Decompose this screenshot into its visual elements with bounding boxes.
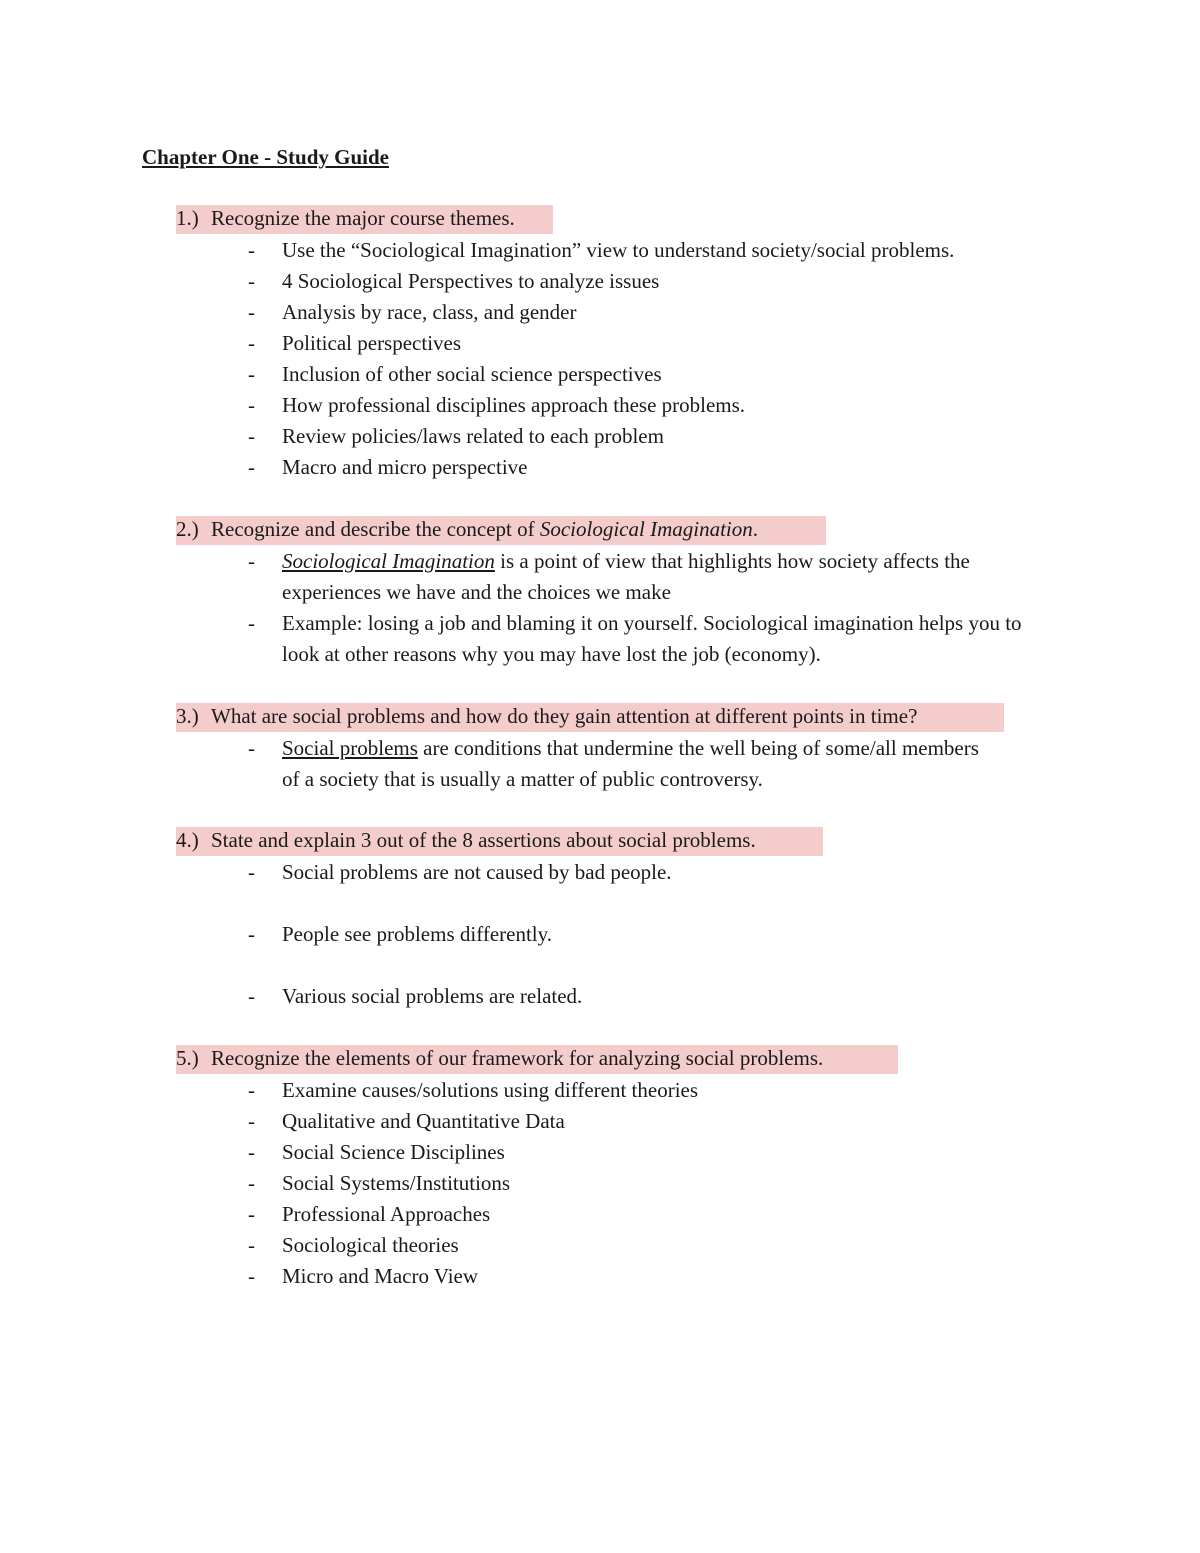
section-heading-text: State and explain 3 out of the 8 assertions about social problems. [211, 828, 756, 852]
definition-term: Social problems [282, 736, 418, 760]
section-number: 3.) [176, 704, 199, 728]
section-number: 5.) [176, 1046, 199, 1070]
section-number: 4.) [176, 828, 199, 852]
section-heading [176, 702, 921, 730]
section-heading [176, 204, 519, 232]
section-heading-text: Recognize and describe the concept of [211, 517, 540, 541]
section-heading [176, 515, 762, 543]
page-title: Chapter One - Study Guide [142, 145, 389, 169]
section-heading [176, 1044, 827, 1072]
section-heading-text: Recognize the major course themes. [211, 206, 515, 230]
definition-term: Sociological Imagination [282, 549, 495, 573]
section-heading-term: Sociological Imagination [539, 517, 753, 541]
document-page: Chapter One - Study Guide 1.) Recognize the major course themes. - Use the “Sociological Imagination” view to understand society/social problems. - 4 Sociological Perspectives to analyze issues - Analysis by race, class, and gender - Political perspectives - Inclusion of other social science perspectives - How professional disciplines approach these problems. - Review policies/laws related to each problem - Macro and micro perspective 2.) Recognize and describe the concept of Sociological Imagination. - Sociological Imagination is a point of view that highlights how society affects the experiences we have and the choices we make - Example: losing a job and blaming it on yourself. Sociological imagination helps you to look at other reasons why you may have lost the job (economy). 3.) What are social problems and how do they gain attention at different points in time? - Social problems are conditions that undermine the well being of some/all members of a society that is usually a matter of public controversy. 4.) State and explain 3 out of the 8 assertions about social problems. - Social problems are not caused by bad people. - People see problems differently. - Various social problems are related. 5.) Recognize the elements of our framework for analyzing social problems. - Examine causes/solutions using different theories - Qualitative and Quantitative Data - Social Science Disciplines - Social Systems/Institutions - Professional Approaches - Sociological theories - Micro and Macro View [0, 0, 1200, 1553]
section-number: 2.) [176, 517, 199, 541]
definition-text: are conditions that undermine the well being of some/all members of a society that is usually a matter of public controversy. [282, 736, 979, 791]
section-heading-suffix: . [752, 517, 759, 541]
definition-text: is a point of view that highlights how society affects the experiences we have and the choices we make [282, 549, 970, 604]
section-heading-text: Recognize the elements of our framework for analyzing social problems. [211, 1046, 824, 1070]
section-heading-text: What are social problems and how do they gain attention at different points in time? [211, 704, 918, 728]
section-number: 1.) [176, 206, 199, 230]
section-heading [176, 826, 760, 854]
